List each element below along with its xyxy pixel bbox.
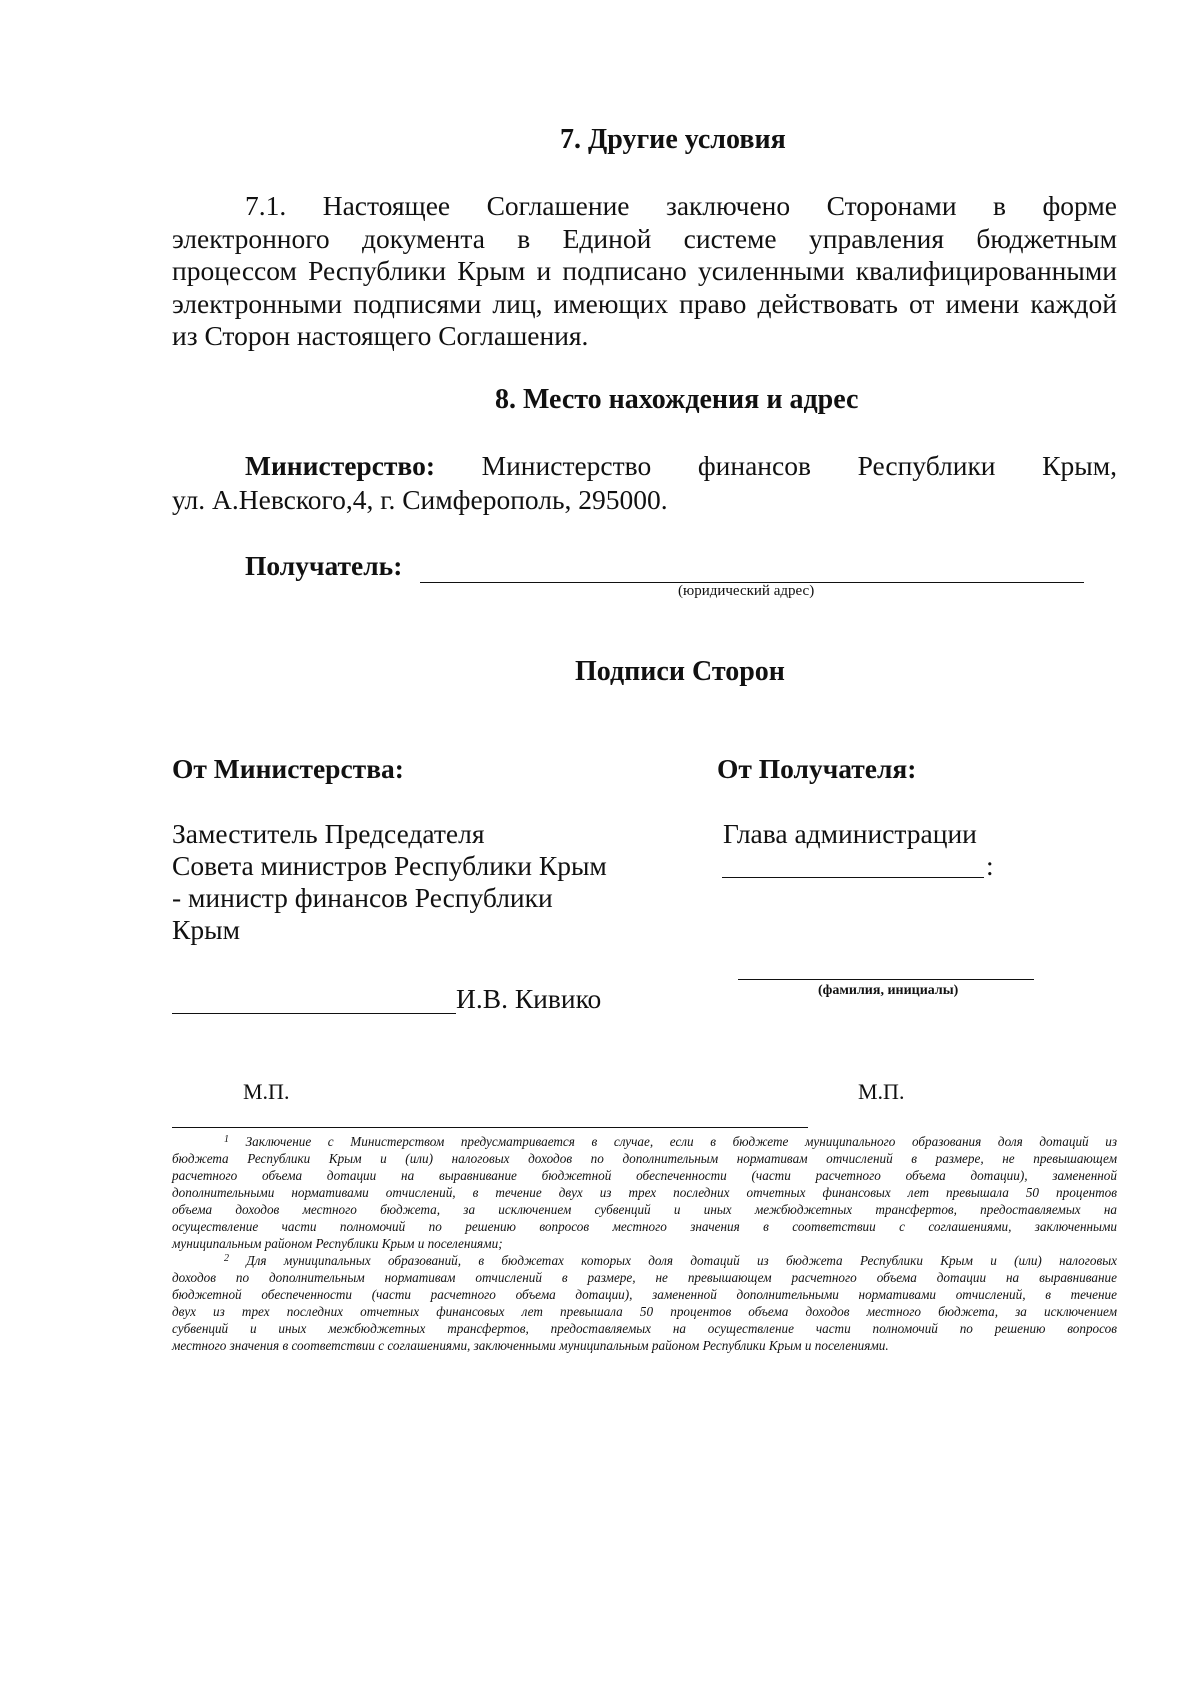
- recipient-signature-line: [738, 979, 1034, 980]
- ministry-label: Министерство:: [245, 450, 435, 481]
- ministry-signatory-title: [172, 818, 607, 946]
- section-7-1-paragraph: [172, 190, 1117, 353]
- signatory-title-line: - министр финансов Республики: [172, 882, 553, 913]
- footnote-2-line: доходов по дополнительным нормативам отчислений в размере, не превышающем расчетного объема дотации на выравнивание: [172, 1270, 1117, 1285]
- paragraph-line: процессом Республики Крым и подписано усиленными квалифицированными: [172, 255, 1117, 286]
- recipient-stamp-place: М.П.: [858, 1079, 905, 1104]
- recipient-name-colon: :: [986, 850, 994, 881]
- footnote-1-line: дополнительными нормативами отчислений, в течение двух из трех последних отчетных финансовых лет превышала 50 процентов: [172, 1185, 1117, 1200]
- signatures-title: Подписи Сторон: [575, 656, 785, 687]
- ministry-signature-header: От Министерства:: [172, 753, 404, 784]
- recipient-name-line: [722, 877, 984, 878]
- footnote-text: Заключение с Министерством предусматривается в случае, если в бюджете муниципального образования доля дотаций из: [229, 1134, 1117, 1149]
- ministry-stamp-place: М.П.: [243, 1079, 290, 1104]
- ministry-signatory-name: И.В. Кивико: [456, 983, 602, 1014]
- recipient-signature-header: От Получателя:: [717, 753, 917, 784]
- footnote-1-line: бюджета Республики Крым и (или) налоговых доходов по дополнительным нормативам отчислений в размере, не превышающем: [172, 1151, 1117, 1166]
- footnote-1-line: осуществление части полномочий по решению вопросов местного значения в соответствии с соглашениями, заключенными: [172, 1219, 1117, 1234]
- signatory-title-line: Крым: [172, 914, 240, 945]
- section-8-title: 8. Место нахождения и адрес: [495, 384, 859, 415]
- footnote-2-marker: 2: [224, 1253, 229, 1264]
- ministry-address-line-2: ул. А.Невского,4, г. Симферополь, 295000.: [172, 484, 668, 515]
- ministry-address-line-1: [172, 450, 1117, 483]
- recipient-label: Получатель:: [245, 550, 403, 581]
- footnote-separator: [172, 1127, 808, 1128]
- paragraph-line: электронными подписями лиц, имеющих право действовать от имени каждой: [172, 287, 1117, 319]
- signatory-title-line: Заместитель Председателя: [172, 818, 485, 849]
- ministry-signature-line: [172, 1013, 456, 1014]
- footnote-1-line: объема доходов местного бюджета, за исключением субвенций и иных межбюджетных трансфертов, предоставляемых на: [172, 1202, 1117, 1217]
- signatory-title-line: Совета министров Республики Крым: [172, 850, 607, 881]
- paragraph-line: электронного документа в Единой системе управления бюджетным: [172, 222, 1117, 254]
- footnote-1-line: расчетного объема дотации на выравнивание бюджетной обеспеченности (части расчетного объема дотации), замененной: [172, 1168, 1117, 1183]
- recipient-signatory-position: Глава администрации: [723, 818, 977, 849]
- footnote-2-line: [172, 1252, 1117, 1269]
- paragraph-line: 7.1. Настоящее Соглашение заключено Сторонами в форме: [245, 190, 1117, 221]
- footnote-1-line: [172, 1133, 1117, 1150]
- footnotes: [172, 1133, 1117, 1354]
- ministry-name: Министерство финансов Республики Крым,: [481, 450, 1117, 481]
- recipient-signature-caption: (фамилия, инициалы): [818, 983, 959, 998]
- footnote-2-line: местного значения в соответствии с соглашениями, заключенными муниципальным районом Республики Крым и поселениями.: [172, 1338, 889, 1353]
- recipient-address-caption: (юридический адрес): [678, 583, 815, 599]
- section-7-title: 7. Другие условия: [560, 124, 786, 155]
- footnote-1-line: муниципальным районом Республики Крым и поселениями;: [172, 1236, 503, 1251]
- footnote-2-line: бюджетной обеспеченности (части расчетного объема дотации), замененной дополнительными нормативами отчислений, в течение: [172, 1287, 1117, 1302]
- footnote-2-line: двух из трех последних отчетных финансовых лет превышала 50 процентов объема доходов местного бюджета, за исключением: [172, 1304, 1117, 1319]
- footnote-2-line: субвенций и иных межбюджетных трансфертов, предоставляемых на осуществление части полномочий по решению вопросов: [172, 1321, 1117, 1336]
- footnote-1-marker: 1: [224, 1134, 229, 1145]
- footnote-text: Для муниципальных образований, в бюджетах которых доля дотаций из бюджета Республики Крым и (или) налоговых: [229, 1253, 1117, 1268]
- paragraph-line: из Сторон настоящего Соглашения.: [172, 320, 589, 351]
